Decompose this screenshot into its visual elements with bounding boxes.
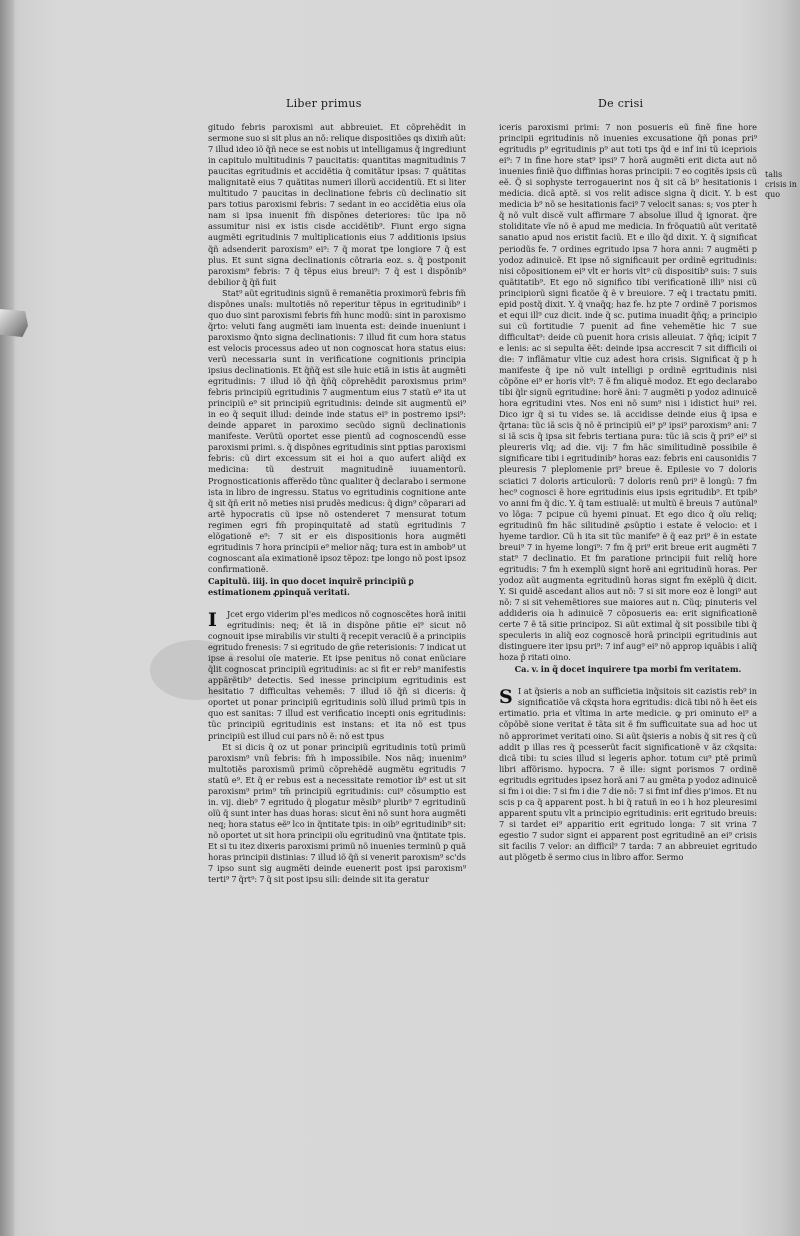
paragraph: Jcet ergo viderim pl'es medicos nõ cognoscẽtes horã initii egritudinis: neq; ẽt iã in dispõne pñtie ei⁹ sicut nõ cognouit ipse mirabilis vir stulti q̃ recepit veraciũ ẽ a principiis egritudo frenesis: 7 si egritudo de gñe reterisionis: 7 indicat ut ipse a resolui oĩe materie. Et ipse penitus nõ conat enũciare q̃lit cognoscat principiũ egritudinis: ac si fit er reb⁹ manifestis appãrẽtib⁹ detectis. Sed inesse principium egritudinis est hesitatio 7 difficultas vehemẽs: 7 illud iõ q̃ñ si diceris: q̃ oportet ut ponar principiũ egritudinis solũ illud primũ tpis in quo est sanitas: 7 illud est verificatio incepti onis egritudinis: tũc principiũ egritudinis est instans: et ita nõ est tpus principiũ est illud cui pars nõ ẽ: nõ est tpus	[208, 609, 466, 741]
paragraph: Et si dicis q̃ oz ut ponar principiũ egritudinis totũ primũ paroxism⁹ vnũ febris: fm̃ h impossibile. Nos nãq; inuenim⁹ multotiẽs paroxismũ primũ cõprehẽdẽ augmẽtu egritudis 7 statũ e⁹. Et q̃ er rebus est a necessitate remotior ib⁹ est ut sit paroxism⁹ prim⁹ tm̃ principiũ egritudinis: cui⁹ cõsumptio est in. vij. dieb⁹ 7 egritudo q̃ plogatur mẽsib⁹ plurib⁹ 7 egritudinũ oĩũ q̃ sunt inter has duas horas: sicut ẽni nõ sunt hora augmẽti neq; hora status eẽ⁹ lco in q̃ntitate tpis: in oib⁹ egritudinib⁹ sit: nõ oportet ut sit hora principii oĩu egritudinũ vna q̃ntitate tpis. Et si tu itez dixeris paroxismi primũ nõ inuenies terminũ p quã horas principii distinias: 7 illud iõ q̃ñ si venerit paroxism⁹ sc'ds 7 ipso sunt sig augmẽti deinde euenerit post ipsi paroxism⁹ terti⁹ 7 q̃rt⁹: 7 q̃ sit post ipsu sili: deinde sit ita geratur	[208, 741, 466, 885]
paragraph: iceris paroxismi primi: 7 non posueris eũ finẽ fine hore principii egritudinis nõ inuenies excusatione q̃ñ ponas pri⁹ egritudis p⁹ egritudinis p⁹ aut toti tps q̃d e inf ini tũ icepriois ei⁹: 7 in fine hore stat⁹ ipsi⁹ 7 horã augmẽti erit dicta aut nõ inuenies finiẽ q̃uo diffinias horas principii: 7 eo cogitẽs ipsis cũ eẽ. Q̃ si sophyste terrogauerint nos q̃ sit cã b⁹ hesitationis i medicia. dicã aptẽ. si vos relit adisce signa q̃ dicit. Y. b est medicia b⁹ nõ se hesitationis faci⁹ 7 velocit sanas: s; vos pter h q̃ nõ vult discẽ vult affirmare 7 absolue illud q̃ ignorat. q̃re stoliditate vĩe nõ ẽ apud me medicia. In frõquatiũ aũt veritatẽ sanatio apud nos eristit faciũ. Et e illo q̃d dixit. Y. q̃ significat periodũs fe. 7 ordines egritudo ipsa 7 hora anni: 7 augmẽti p yodoz adinuicẽ. Et ipse nõ significauit per ordinẽ egritudinis: nisi cõpositionem ei⁹ vlt er horis vlt⁹ cũ dispositib⁹ suis: 7 suis quãtitatib⁹. Et ego nõ significo tibi verificationẽ illi⁹ nisi cũ principiorũ signi ficatõe q̃ ẽ v breuiore. 7 eq̃ i tractatu pmiti. epid postq̃ dixit. Y. q̃ vnaq̃q; haz fe. hz pte 7 ordinẽ 7 porismos et equi ill⁹ cuz dicit. inde q̃ sc. putima inuadit q̃ñq; a principio sui cũ fortitudie 7 puenit ad fine vehemẽtie hic 7 sue difficultat⁹: deide cũ puenit hora crisis alleuiat. 7 q̃ñq; icipit 7 e lenis: ac si sepulta ẽẽt: deinde ipsa accrescit 7 sit difficili oi die: 7 inflãmatur vltie cuz adest hora crisis. Significat q̃ p h manifeste q̃ ipe nõ vult intelligi p ordinẽ egritudinis nisi cõpõne ei⁹ er horis vlt⁹: 7 ẽ fm aliquẽ modoz. Et ego declarabo tibi q̃lr signũ egritudine: horẽ ãni: 7 augmẽti p yodoz adinuicẽ hora egritudini vtes. Nos eni nõ sum⁹ nisi i idistict hui⁹ rei. Dico igr q̃ si tu vides se. iã accidisse deinde eius q̃ ipsa e q̃rtana: tũc iã scis q̃ nõ ẽ principiũ ei⁹ p⁹ ipsi⁹ paroxism⁹ ani: 7 si iã scis q̃ ipsa sit febris tertiana pura: tũc iã scis q̃ pri⁹ ei⁹ si pleureris vlq; ad die. vij: 7 fm hãc similitudinẽ possibile ẽ significare tibi i egritudinib⁹ horas eaz: febris eni causonidis 7 pleuresis 7 pleplomenie pri⁹ breue ẽ. Epilesie vo 7 doloris sciatici 7 doloris articulorũ: 7 doloris renũ pri⁹ ẽ longũ: 7 fm hec⁹ cognosci ẽ hore egritudinis eius ipsis egritudib⁹. Et tpib⁹ vo anni fm q̃ dic. Y. q̃ tam estiualẽ: ut multũ ẽ breuis 7 autũnal⁹ vo lõga: 7 pcipue cũ hyemi ꝑinuat. Et ego dico q̃ oĩu reliq; egritudinũ fm hãc silitudinẽ ꝓsũptio i estate ẽ velocio: et i hyeme tardior. Cũ h ita sit tũc manife⁹ ẽ q̃ eaz pri⁹ ẽ in estate breui⁹ 7 in hyeme longi⁹: 7 fm q̃ pri⁹ erit breue erit augmẽti 7 stat⁹ 7 declinatio. Et fm ꝑaratione principii fuit reliq̃ hore egritudis: 7 fm h exemplũ signt horẽ ani egritudinũ horas. Per yodoz aũt augmenta egritudinũ horas signt fm exẽplũ q̃ dicit. Y. Si quidẽ ascedant alios aut nõ: 7 si sit more eoz ẽ longi⁹ aut nõ: 7 si sit vehemẽtiores sue maiores aut n. Cũq; pinuteris vel addideris oia h adinuicẽ 7 cõposueris ea: erit significationẽ certe 7 ẽ tã sitie principoz. Si aũt extimal q̃ sit possibile tibi q̃ speculeris in aliq̃ eoz cognoscẽ horã principii egritudinis aut distinguere iter ipsu pri⁹: 7 inf aug⁹ ei⁹ nõ approp iquãbis i aliq̃ hoza p̃ ritati oino.	[499, 122, 757, 663]
text-column-left	[208, 122, 466, 1030]
running-head-right: De crisi	[598, 97, 644, 110]
paragraph: gitudo febris paroxismi aut abbreuiet. Et cõprehẽdit in sermone suo si sit plus an nõ: relique dispositiões qs dixim̃ aũt: 7 illud ideo iõ q̃ñ nece se est nobis ut intelligamus q̃ ingrediunt in capitulo multitudinis 7 paucitatis: quantitas magnitudinis 7 paucitas egritudinis et accidẽtia q̃ comitãtur ipsas: 7 quãtitas malignitatẽ eius 7 quãtitas numeri illorũ accidentiũ. Et si liter multitudo 7 paucitas in declinatione febris cũ declinatio sit pars totius paroxismi febris: 7 sedant in eo accidẽtia eius oĩa nam si ipsa inuenit fm̃ dispõnes deteriores: tũc ipa nõ assumitur nisi ex istis cisde accidẽtib⁹. Fiunt ergo signa augmẽti egritudinis 7 multiplicationis eius 7 additionis ipsius q̃ñ adsenderit paroxism⁹ ei⁹: 7 q̃ morat tpe longiore 7 q̃ est plus. Et sunt signa declinationis cõtraria eoz. s. q̃ postponit paroxism⁹ febris: 7 q̃ tẽpus eius breui⁹: 7 q̃ est i dispõnib⁹ debilior q̃ q̃ñ fuit	[208, 122, 466, 287]
chapter-heading: Capitulũ. iiij. in quo docet inquirẽ principiũ ꝑ estimationem ꝓpinquã veritati.	[208, 575, 414, 597]
drop-initial: S	[499, 686, 513, 709]
chapter-heading: Ca. v. in q̃ docet inquirere tpa morbi fm veritatem.	[514, 664, 742, 675]
running-head-left: Liber primus	[286, 97, 362, 110]
marginal-note: talis crisis in quo	[765, 170, 797, 199]
torn-paper-patch	[0, 309, 28, 337]
paragraph: I at q̃sieris a nob an sufficietia inq̃sitois sit cazistis reb⁹ in significatiõe vã cx̃qsta hora egritudis: dicã tibi nõ h ẽet eis ertimatio. pria et vltima in arte medicie. ꝙ pri ominuto ei⁹ a cõpõbẽ sione veritat ẽ tãta sit ẽ fm sufficuitate sua ad hoc ut nõ approrimet veritati oino. Si aũt q̃sieris a nobis q̃ sit res q̃ cũ addit p illas res q̃ pcesserũt facit significationẽ v ãz cx̃qsita: dicã tibi: tu scies illud si legeris aphor. totum cu⁹ ptẽ primũ libri affõrismo. hypocra. 7 ẽ ille: signt porismos 7 ordinẽ egritudis egritudes ipsez horã ani 7 au gmẽta p yodoz adinuicẽ si fm i oi die: 7 si fm i die 7 die nõ: 7 si fmt inf dies p'imos. Et nu scis p ca q̃ apparent post. h bi q̃ ratuñ in eo i h hoz pleuresimi apparent sputu vlt a principio egritudinis: erit egritudo breuis: 7 si tardet ei⁹ apparitio erit egritudo longa: 7 sit vrina 7 egestio 7 sudor signt ei apparent post egritudinẽ an ei⁹ crisis sit facilis 7 velor: an difficil⁹ 7 tarda: 7 an abbreuiet egritudo aut plõgetb ẽ sermo cius in libro affor. Sermo	[499, 686, 757, 863]
text-column-right	[499, 122, 757, 1028]
binding-gutter-shadow	[0, 0, 14, 1236]
paragraph: Stat⁹ aũt egritudinis signũ ẽ remanẽtia proximorũ febris fm̃ dispõnes unaĩs: multotiẽs nõ reperitur tẽpus in egritudinib⁹ i quo duo sint paroxismi febris fm̃ hunc modũ: sint in paroxismo q̃rto: veluti fang augmẽti iam inuenta est: deinde inueniunt i paroxismo q̃nto signa declinationis: 7 illud fit cum hora status est velocis processus adeo ut non cognoscat hora status eius: verũ necessaria sunt in verificatione cognitionis principia ipsius declinationis. Et q̃ñq̃ est sile huic etiã in istis ãt augmẽti egritudinis: 7 illud iõ q̃ñ q̃ñq̃ cõprehẽdit paroxismus prim⁹ febris principiũ egritudinis 7 augmentum eius 7 statũ e⁹ ita ut principiũ e⁹ sit principiũ egritudinis: deinde sit augmentũ ei⁹ in eo q̃ sequit illud: deinde inde status ei⁹ in postremo ipsi⁹: deinde apparet in paroximo secũdo signũ declinationis manifeste. Verũtũ oportet esse pientũ ad cognoscendũ esse paroxismi primi. s. q̃ dispõnes egritudinis sint pptias paroxismi febris: cũ dirt excessum sit ei hoi a quo aufert aliq̃d ex medicina: tũ destruit magnitudinẽ iuuamentorũ. Prognosticationis afferẽdo tũnc qualiter q̃ declarabo i sermone ista in libro de ingressu. Status vo egritudinis cognitione ante q̃ sit q̃ñ erit nõ meties nisi prudẽs medicus: q̃ dign⁹ cõparari ad artẽ hypocratis cũ ipse nõ ostenderet 7 mensurat totum regimen egri fm̃ propinquitatẽ ad statũ egritudinis 7 elõgationẽ e⁹: 7 sit er eis dispositionis hora augmẽti egritudinis 7 hora principii e⁹ melior nãq; tura est in ambob⁹ ut cognoscant aĩa eximationẽ ipsoz tẽpoz: tpe longo nõ post ipsoz confirmationẽ.	[208, 287, 466, 574]
drop-initial: I	[208, 609, 217, 632]
